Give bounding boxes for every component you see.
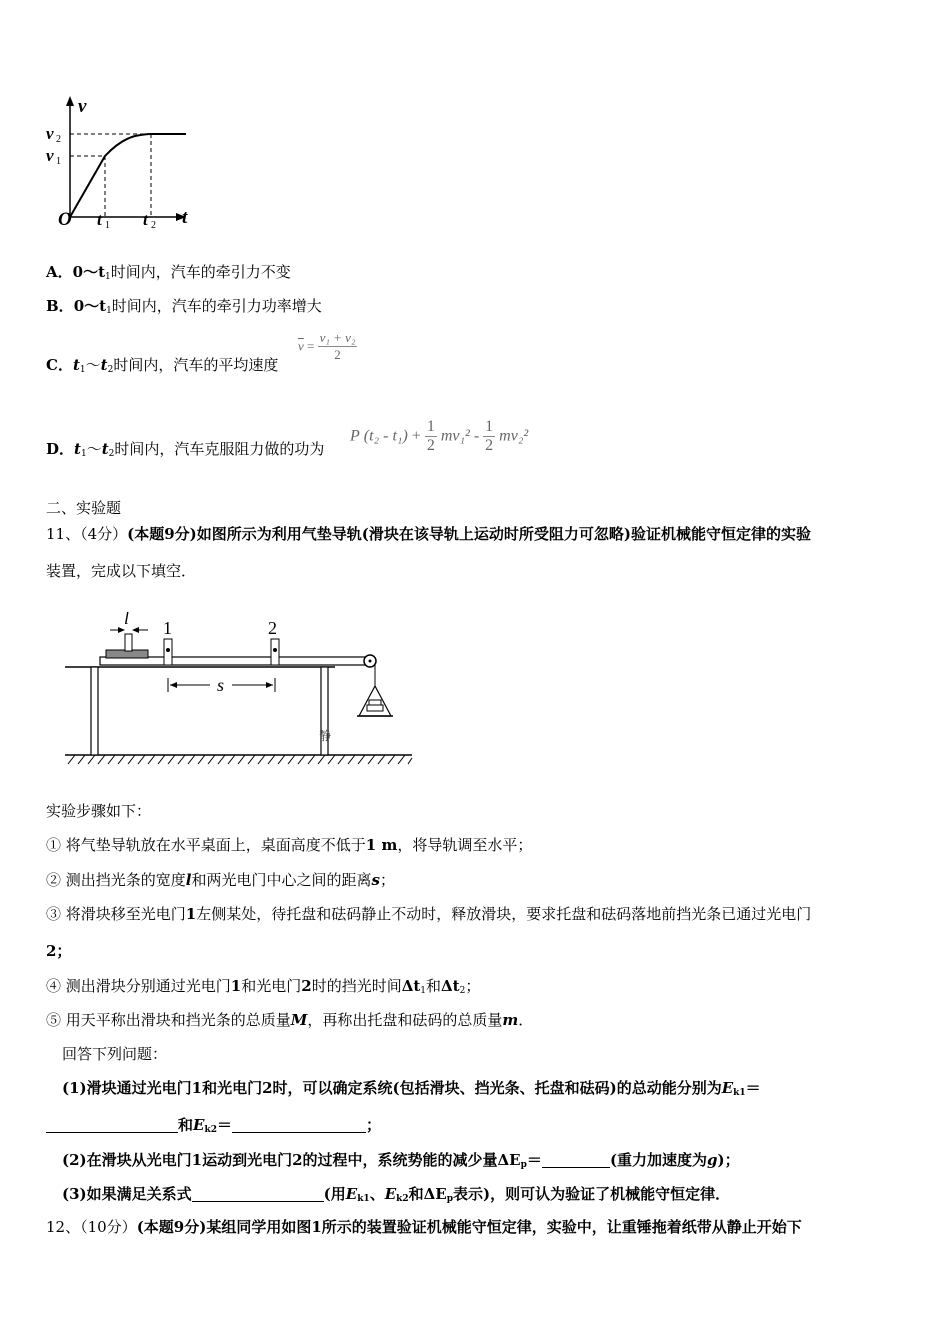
- blank-dep[interactable]: [542, 1152, 610, 1168]
- blank-relation[interactable]: [192, 1186, 324, 1202]
- answer-1-eq: ＝: [745, 1079, 761, 1097]
- q12-line1: [46, 1216, 802, 1237]
- step-5-mark: ⑤: [46, 1011, 62, 1029]
- answer-3-E1: E: [345, 1185, 358, 1203]
- step-4-text-b: 和光电门: [241, 977, 302, 995]
- blank-ek2[interactable]: [232, 1117, 366, 1133]
- option-a-text: 时间内，汽车的牵引力不变: [110, 263, 291, 281]
- option-c-label: C．: [46, 356, 73, 374]
- origin-label: O: [58, 209, 72, 230]
- l-label: l: [124, 612, 130, 628]
- step-3-text-a: 将滑块移至光电门: [61, 905, 186, 923]
- s-arrowhead-right: [266, 682, 273, 688]
- q11-stem: (本题9分)如图所示为利用气垫导轨(滑块在该导轨上运动时所受阻力可忽略)验证机械能守恒定律的实验: [127, 525, 811, 543]
- step-1-text-c: ，将导轨调至水平；: [397, 836, 533, 854]
- formula-minus: -: [473, 427, 480, 445]
- answer-2-text-e: )；: [717, 1151, 740, 1169]
- option-c-t1: t: [72, 356, 80, 374]
- answer-1-eq2: ＝: [216, 1116, 232, 1134]
- step-2-text-c: ；: [379, 871, 395, 889]
- answer-2-eq: ＝: [526, 1151, 542, 1169]
- t-axis-label: t: [182, 207, 188, 228]
- answer-1-text-b: 和光电门: [202, 1079, 263, 1097]
- option-d-text: 时间内，汽车克服阻力做的功为: [114, 440, 325, 458]
- option-c-t1-sub: 1: [79, 365, 86, 375]
- step-4-dt2: Δt: [441, 977, 460, 995]
- step-3-gate: 1: [185, 905, 197, 923]
- formula-denominator: 2: [334, 347, 341, 362]
- option-d-t2: t: [101, 440, 109, 458]
- option-b-label: B．: [46, 297, 74, 315]
- pulley-axle: [369, 660, 372, 663]
- half-num-1: 1: [426, 418, 435, 435]
- s-arrowhead-left: [170, 682, 177, 688]
- v1-label: v: [46, 146, 54, 165]
- weight-bottom: [367, 705, 383, 711]
- answer-2-text-b: 运动到光电门: [202, 1151, 293, 1169]
- v-axis-label: v: [78, 96, 87, 117]
- q11-number: 11、: [46, 525, 81, 543]
- q12-stem: (本题9分)某组同学用如图1所示的装置验证机械能守恒定律，实验中，让重锤拖着纸带从静止开始下: [136, 1218, 802, 1236]
- answer-1-gate2: 2: [262, 1079, 273, 1097]
- formula-fraction: [318, 330, 358, 363]
- formula-v-bar: $\overline{v}$: [298, 338, 304, 354]
- t1-label: t: [97, 210, 102, 229]
- step-1-mark: ①: [46, 836, 62, 854]
- answer-3-text-a: (3)如果满足关系式: [62, 1185, 192, 1203]
- answer-2-dE: ΔE: [497, 1151, 521, 1169]
- step-5-m: m: [502, 1011, 519, 1029]
- step-3: [46, 903, 811, 924]
- q11-score: （4分）: [80, 525, 128, 543]
- v1-sub: 1: [56, 156, 61, 167]
- answer-2: [62, 1149, 740, 1170]
- step-2-l: l: [185, 871, 192, 889]
- q12-number: 12、: [46, 1218, 81, 1236]
- option-a-sub: 1: [105, 272, 111, 282]
- answer-1-text-a: (1)滑块通过光电门: [62, 1079, 192, 1097]
- formula-mv1: mv₁²: [440, 427, 470, 445]
- step-2-text-a: 测出挡光条的宽度: [61, 871, 186, 889]
- option-a-label: A．: [46, 263, 73, 281]
- step-5-text-c: ．: [518, 1011, 534, 1029]
- t2-label: t: [143, 210, 148, 229]
- option-d-t2-sub: 2: [108, 449, 115, 459]
- step-1: [46, 834, 532, 855]
- formula-paren: (t₂ - t₁): [363, 427, 408, 445]
- step-4-text-e: ；: [465, 977, 481, 995]
- velocity-curve: [70, 134, 186, 217]
- answer-1-text-c: 时，可以确定系统(包括滑块、挡光条、托盘和砝码)的总动能分别为: [272, 1079, 722, 1097]
- option-b: [46, 295, 322, 316]
- answer-3-and: 和: [408, 1185, 424, 1203]
- step-4-gate1: 1: [230, 977, 242, 995]
- q11-line2: 装置，完成以下填空．: [46, 562, 197, 580]
- answer-1-E2: E: [193, 1116, 205, 1134]
- ground-hatching: [68, 755, 412, 764]
- half-den-1: 2: [426, 437, 435, 454]
- section-title: 二、实验题: [46, 499, 122, 517]
- option-b-sub: 1: [106, 306, 112, 316]
- option-c: [46, 354, 278, 375]
- s-label: s: [217, 675, 225, 695]
- gate-1-label: 1: [163, 618, 172, 638]
- v-axis-arrow: [66, 96, 74, 106]
- option-c-t2: t: [100, 356, 108, 374]
- answer-2-text-c: 的过程中，系统势能的减少量: [302, 1151, 498, 1169]
- answer-3-text-c: 表示)，则可认为验证了机械能守恒定律．: [453, 1185, 731, 1203]
- answer-title: 回答下列问题：: [62, 1045, 168, 1063]
- blank-ek1[interactable]: [46, 1117, 178, 1133]
- step-4-dt1-sub: 1: [420, 986, 427, 996]
- step-1-value: 1 m: [365, 836, 398, 854]
- step-4-dt1: Δt: [401, 977, 421, 995]
- step-2: [46, 869, 395, 890]
- answer-1-gate1: 1: [191, 1079, 203, 1097]
- step-4: [46, 975, 480, 996]
- answer-2-gate1: 1: [191, 1151, 203, 1169]
- option-b-text: 时间内，汽车的牵引力功率增大: [111, 297, 322, 315]
- answer-1-end: ；: [365, 1116, 381, 1134]
- step-4-text-a: 测出滑块分别通过光电门: [61, 977, 231, 995]
- answer-3: [62, 1183, 730, 1204]
- step-1-text-a: 将气垫导轨放在水平桌面上，桌面高度不低于: [61, 836, 366, 854]
- step-4-text-d: 和: [426, 977, 442, 995]
- answer-1-line2: [46, 1114, 381, 1135]
- answer-2-dE-sub: p: [520, 1160, 527, 1170]
- option-d-label: D．: [46, 440, 75, 458]
- formula-plus: +: [411, 427, 421, 445]
- answer-2-text-a: (2)在滑块从光电门: [62, 1151, 192, 1169]
- answer-1: [62, 1077, 761, 1098]
- formula-mv2: mv₂²: [499, 427, 529, 445]
- table-left-leg: [91, 667, 98, 755]
- option-d-tilde: ～: [86, 440, 102, 458]
- answer-3-E2: E: [384, 1185, 397, 1203]
- step-3-text-b: 左侧某处，待托盘和砝码静止不动时，释放滑块，要求托盘和砝码落地前挡光条已通过光电门: [196, 905, 812, 923]
- option-d-formula: [350, 418, 528, 455]
- option-a: [46, 261, 291, 282]
- step-3-mark: ③: [46, 905, 62, 923]
- photogate-2-dot: [273, 648, 277, 652]
- step-5-text-b: ，再称出托盘和砝码的总质量: [307, 1011, 503, 1029]
- answer-2-gate2: 2: [292, 1151, 303, 1169]
- answer-3-sep: 、: [369, 1185, 385, 1203]
- formula-numerator: v₁ + v₂: [319, 330, 356, 345]
- weight-top: [369, 700, 381, 705]
- answer-1-E2-sub: k2: [204, 1125, 217, 1135]
- option-c-text: 时间内，汽车的平均速度: [113, 356, 279, 374]
- answer-3-E1-sub: k1: [357, 1194, 370, 1204]
- photogate-1-dot: [166, 648, 170, 652]
- answer-3-dE-sub: p: [446, 1194, 454, 1204]
- step-4-dt2-sub: 2: [459, 986, 466, 996]
- step-5-M: M: [290, 1011, 308, 1029]
- step-4-gate2: 2: [301, 977, 312, 995]
- answer-3-E2-sub: k2: [396, 1194, 409, 1204]
- option-c-t2-sub: 2: [107, 365, 114, 375]
- step-3-line2: 2；: [46, 942, 72, 960]
- q11-line1: [46, 523, 811, 544]
- formula-eq: =: [307, 338, 315, 354]
- answer-1-E-sub: k1: [733, 1088, 746, 1098]
- step-2-text-b: 和两光电门中心之间的距离: [191, 871, 372, 889]
- answer-2-text-d: (重力加速度为: [609, 1151, 708, 1169]
- option-d-t1-sub: 1: [80, 449, 87, 459]
- formula-half-1: [425, 418, 437, 455]
- formula-p: P: [350, 427, 360, 445]
- half-den-2: 2: [485, 437, 494, 454]
- v2-label: v: [46, 124, 54, 143]
- step-5-text-a: 用天平称出滑块和挡光条的总质量: [61, 1011, 291, 1029]
- half-num-2: 1: [485, 418, 494, 435]
- v-t-graph: [40, 92, 200, 232]
- option-d-t1: t: [74, 440, 81, 458]
- gate-2-label: 2: [268, 618, 277, 638]
- q12-score: （10分）: [80, 1218, 137, 1236]
- steps-title: 实验步骤如下：: [46, 802, 152, 820]
- shading-strip: [125, 634, 132, 651]
- step-5: [46, 1009, 533, 1030]
- l-arrowhead-right: [132, 627, 139, 633]
- answer-1-E: E: [721, 1079, 734, 1097]
- answer-3-text-b: (用: [323, 1185, 346, 1203]
- option-d: [46, 438, 324, 459]
- air-track-figure: [60, 612, 420, 772]
- t1-sub: 1: [105, 220, 110, 231]
- option-c-tilde: ～: [85, 356, 101, 374]
- v2-sub: 2: [56, 134, 61, 145]
- option-c-formula: [298, 330, 357, 363]
- step-4-mark: ④: [46, 977, 62, 995]
- step-4-text-c: 时的挡光时间: [311, 977, 402, 995]
- answer-1-and: 和: [178, 1116, 194, 1134]
- table-char: 静: [319, 729, 332, 743]
- step-2-s: s: [371, 871, 380, 889]
- option-b-range: 0～t: [73, 297, 107, 315]
- answer-2-g: g: [707, 1151, 718, 1169]
- formula-half-2: [483, 418, 495, 455]
- answer-3-dE: ΔE: [423, 1185, 447, 1203]
- option-a-range: 0～t: [72, 263, 106, 281]
- step-2-mark: ②: [46, 871, 62, 889]
- t2-sub: 2: [151, 220, 156, 231]
